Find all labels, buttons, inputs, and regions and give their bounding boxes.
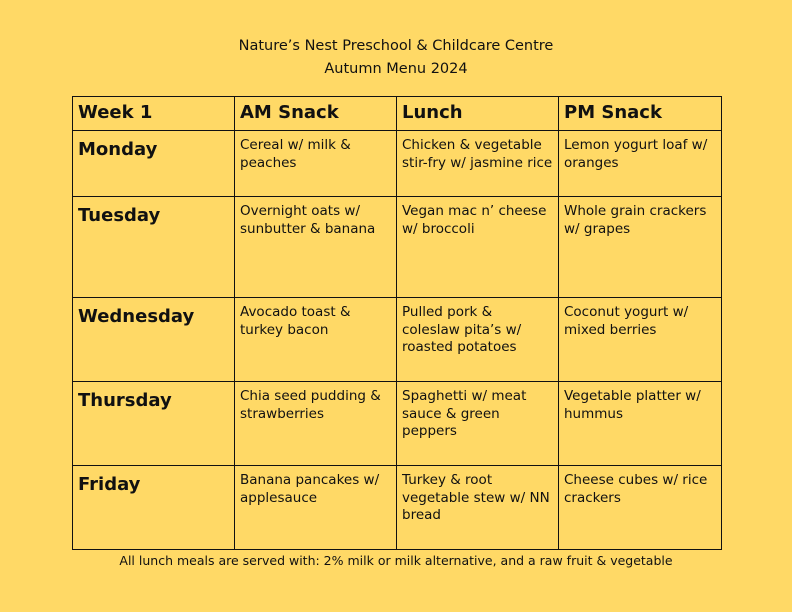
am-snack-cell: Chia seed pudding & strawberries bbox=[235, 382, 397, 466]
pm-snack-cell: Vegetable platter w/ hummus bbox=[559, 382, 722, 466]
column-header-pm-snack: PM Snack bbox=[559, 97, 722, 131]
am-snack-cell: Overnight oats w/ sunbutter & banana bbox=[235, 197, 397, 298]
pm-snack-cell: Cheese cubes w/ rice crackers bbox=[559, 466, 722, 550]
table-header-row bbox=[73, 97, 722, 131]
am-snack-cell: Banana pancakes w/ applesauce bbox=[235, 466, 397, 550]
lunch-cell: Pulled pork & coleslaw pita’s w/ roasted potatoes bbox=[397, 298, 559, 382]
table-row bbox=[73, 466, 722, 550]
table-row bbox=[73, 382, 722, 466]
day-cell: Friday bbox=[73, 466, 235, 550]
school-title: Nature’s Nest Preschool & Childcare Centre bbox=[238, 38, 554, 54]
am-snack-cell: Cereal w/ milk & peaches bbox=[235, 131, 397, 197]
lunch-cell: Turkey & root vegetable stew w/ NN bread bbox=[397, 466, 559, 550]
menu-title: Autumn Menu 2024 bbox=[324, 61, 468, 77]
lunch-cell: Vegan mac n’ cheese w/ broccoli bbox=[397, 197, 559, 298]
column-header-week: Week 1 bbox=[73, 97, 235, 131]
lunch-cell: Chicken & vegetable stir-fry w/ jasmine rice bbox=[397, 131, 559, 197]
column-header-am-snack: AM Snack bbox=[235, 97, 397, 131]
am-snack-cell: Avocado toast & turkey bacon bbox=[235, 298, 397, 382]
pm-snack-cell: Coconut yogurt w/ mixed berries bbox=[559, 298, 722, 382]
pm-snack-cell: Lemon yogurt loaf w/ oranges bbox=[559, 131, 722, 197]
pm-snack-cell: Whole grain crackers w/ grapes bbox=[559, 197, 722, 298]
table-row bbox=[73, 197, 722, 298]
day-cell: Tuesday bbox=[73, 197, 235, 298]
table-row bbox=[73, 131, 722, 197]
footer-note: All lunch meals are served with: 2% milk or milk alternative, and a raw fruit & vegetable bbox=[119, 553, 673, 568]
column-header-lunch: Lunch bbox=[397, 97, 559, 131]
menu-table bbox=[72, 96, 722, 550]
lunch-cell: Spaghetti w/ meat sauce & green peppers bbox=[397, 382, 559, 466]
day-cell: Wednesday bbox=[73, 298, 235, 382]
table-row bbox=[73, 298, 722, 382]
day-cell: Thursday bbox=[73, 382, 235, 466]
day-cell: Monday bbox=[73, 131, 235, 197]
